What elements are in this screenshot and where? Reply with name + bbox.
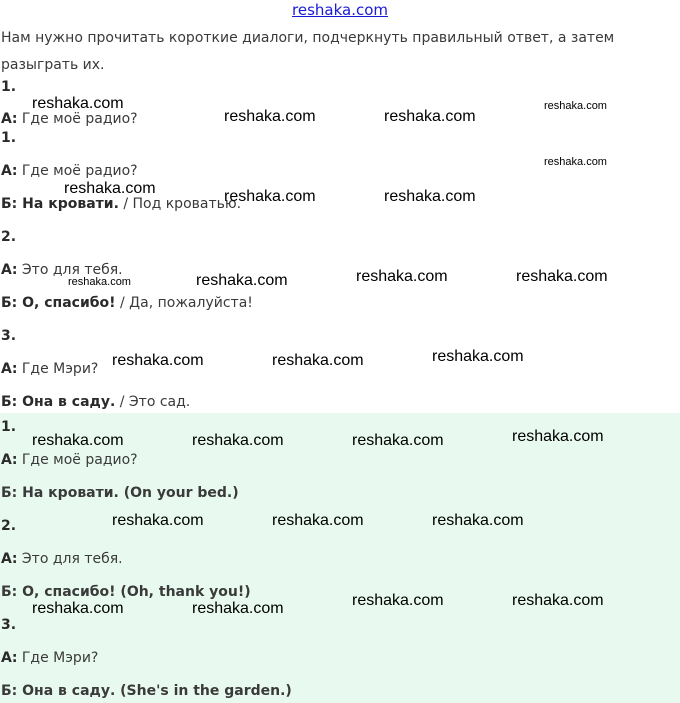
line-a-text: Это для тебя. xyxy=(17,262,123,278)
speaker-a-label: А: xyxy=(1,551,18,567)
watermark: reshaka.com xyxy=(224,188,316,205)
task-2-line-b xyxy=(1,295,253,311)
answer-3-line-a xyxy=(1,650,98,666)
watermark: reshaka.com xyxy=(68,276,131,288)
alternative-answer: / Да, пожалуйста! xyxy=(115,295,253,311)
answer-1-number: 1. xyxy=(1,419,17,435)
watermark: reshaka.com xyxy=(512,428,604,445)
speaker-a-label: А: xyxy=(1,262,18,278)
speaker-a-label: А: xyxy=(1,361,18,377)
task-1b-number: 1. xyxy=(1,130,17,146)
watermark: reshaka.com xyxy=(356,268,448,285)
speaker-b-label: Б: xyxy=(1,295,18,311)
watermark: reshaka.com xyxy=(196,272,288,289)
task-1-line-a xyxy=(1,111,138,127)
task-1-number: 1. xyxy=(1,79,17,95)
watermark: reshaka.com xyxy=(272,352,364,369)
task-3-number: 3. xyxy=(1,328,17,344)
watermark: reshaka.com xyxy=(192,432,284,449)
speaker-a-label: А: xyxy=(1,452,18,468)
task-3-line-a xyxy=(1,361,98,377)
line-a-text: Это для тебя. xyxy=(17,551,123,567)
watermark: reshaka.com xyxy=(352,432,444,449)
watermark: reshaka.com xyxy=(512,592,604,609)
alternative-answer: / Это сад. xyxy=(115,394,191,410)
task-3-line-b xyxy=(1,394,190,410)
answer-1-line-a xyxy=(1,452,138,468)
line-a-text: Где моё радио? xyxy=(17,111,138,127)
watermark: reshaka.com xyxy=(352,592,444,609)
intro-text: Нам нужно прочитать короткие диалоги, подчеркнуть правильный ответ, а затем разыграть их. xyxy=(1,30,615,73)
correct-answer: На кровати. xyxy=(17,196,119,212)
speaker-b-label: Б: xyxy=(1,394,18,410)
correct-answer: О, спасибо! xyxy=(17,295,116,311)
answer-2-line-a xyxy=(1,551,123,567)
line-a-text: Где моё радио? xyxy=(17,163,138,179)
answer-3-line-b: Б: Она в саду. (She's in the garden.) xyxy=(1,683,292,699)
watermark: reshaka.com xyxy=(112,512,204,529)
task-2-number: 2. xyxy=(1,229,17,245)
watermark: reshaka.com xyxy=(272,512,364,529)
speaker-a-label: А: xyxy=(1,650,18,666)
line-a-text: Где Мэри? xyxy=(17,361,99,377)
speaker-a-label: А: xyxy=(1,163,18,179)
watermark: reshaka.com xyxy=(384,188,476,205)
answer-2-line-b: Б: О, спасибо! (Oh, thank you!) xyxy=(1,584,251,600)
task-1b-line-a xyxy=(1,163,138,179)
answer-2-number: 2. xyxy=(1,518,17,534)
watermark: reshaka.com xyxy=(64,180,156,197)
watermark: reshaka.com xyxy=(112,352,204,369)
watermark: reshaka.com xyxy=(32,432,124,449)
watermark: reshaka.com xyxy=(384,108,476,125)
watermark: reshaka.com xyxy=(516,268,608,285)
watermark: reshaka.com xyxy=(192,600,284,617)
watermark: reshaka.com xyxy=(224,108,316,125)
speaker-a-label: А: xyxy=(1,111,18,127)
watermark: reshaka.com xyxy=(32,95,124,112)
answer-3-number: 3. xyxy=(1,617,17,633)
alternative-answer: / Под кроватью. xyxy=(118,196,242,212)
task-1b-line-b xyxy=(1,196,241,212)
watermark: reshaka.com xyxy=(432,348,524,365)
speaker-b-label: Б: xyxy=(1,196,18,212)
watermark: reshaka.com xyxy=(544,156,607,168)
site-link[interactable]: reshaka.com xyxy=(292,1,388,19)
watermark: reshaka.com xyxy=(544,100,607,112)
watermark: reshaka.com xyxy=(32,600,124,617)
line-a-text: Где Мэри? xyxy=(17,650,99,666)
answer-1-line-b: Б: На кровати. (On your bed.) xyxy=(1,485,239,501)
line-a-text: Где моё радио? xyxy=(17,452,138,468)
correct-answer: Она в саду. xyxy=(17,394,116,410)
watermark: reshaka.com xyxy=(432,512,524,529)
